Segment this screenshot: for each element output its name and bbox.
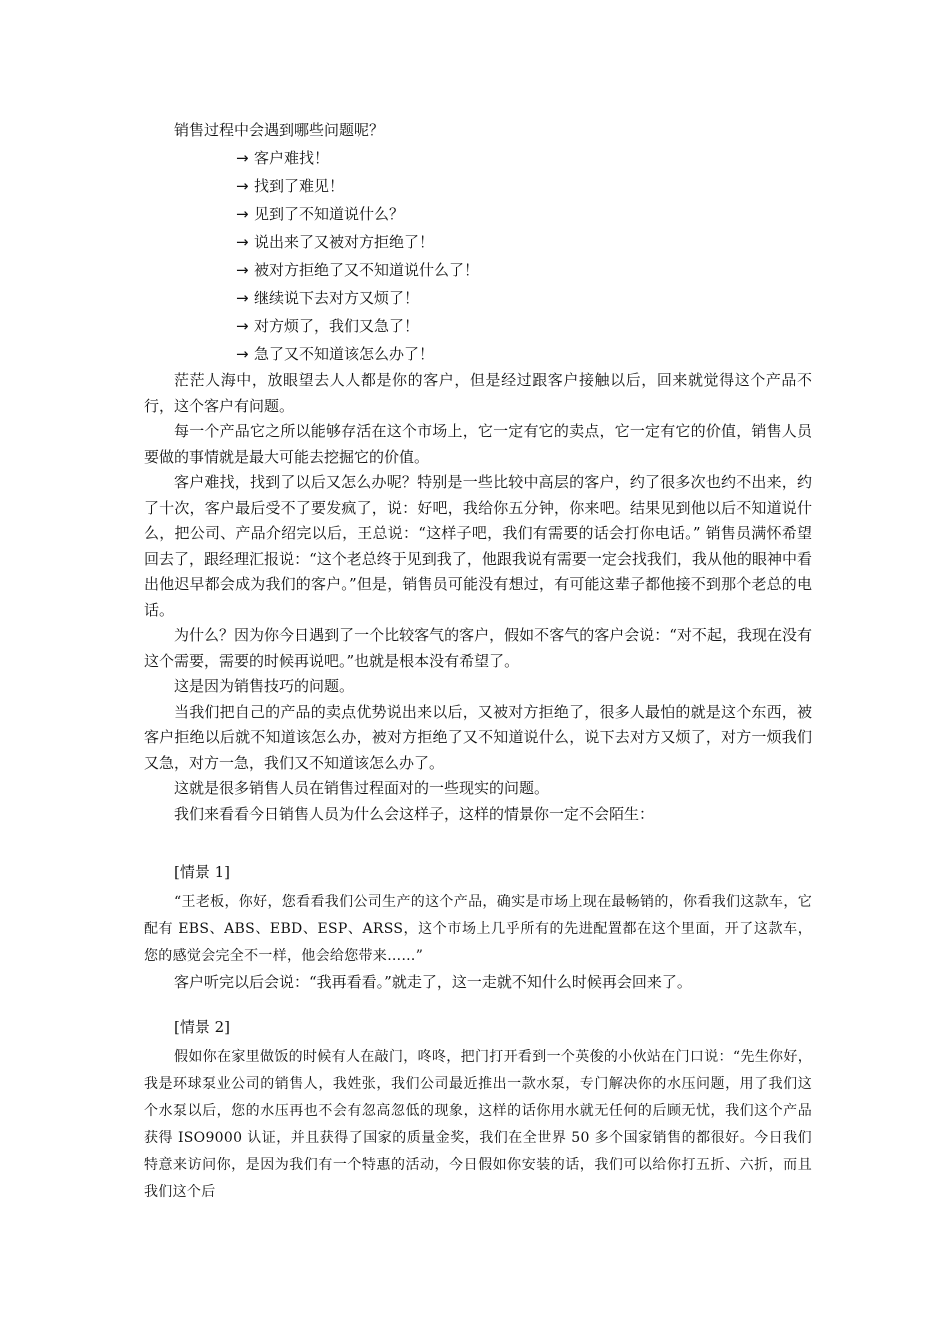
arrow-right-icon: → <box>236 233 249 251</box>
issue-text: 被对方拒绝了又不知道说什么了！ <box>254 261 480 279</box>
scene-2-quote: 假如你在家里做饭的时候有人在敲门，咚咚，把门打开看到一个英俊的小伙站在门口说：“先生你好，我是环球泵业公司的销售人，我姓张，我们公司最近推出一款水泵，专门解决你的水压问题，用了我们这个水泵以后，您的水压再也不会有忽高忽低的现象，这样的话你用水就无任何的后顾无忧，我们这个产品获得 ISO9000 认证，并且获得了国家的质量金奖，我们在全世界 50 多个国家销售的都很好。今日我们特意来访问你，是因为我们有一个特惠的活动，今日假如你安装的话，我们可以给你打五折、六折，而且我们这个后 <box>144 1048 812 1200</box>
body-paragraph: 为什么？因为你今日遇到了一个比较客气的客户，假如不客气的客户会说：“对不起，我现在没有这个需要，需要的时候再说吧。”也就是根本没有希望了。 <box>144 626 812 670</box>
issue-text: 客户难找！ <box>254 149 330 167</box>
issue-item <box>236 200 812 228</box>
scene-1-quote: “王老板，你好，您看看我们公司生产的这个产品，确实是市场上现在最畅销的，你看我们这款车，它配有 EBS、ABS、EBD、ESP、ARSS，这个市场上几乎所有的先进配置都在这个里面，开了这款车，您的感觉会完全不一样，他会给您带来……” <box>144 894 812 964</box>
issue-item <box>236 228 812 256</box>
issue-item <box>236 312 812 340</box>
scene-2-title: [情景 2] <box>174 1017 231 1036</box>
issue-text: 对方烦了，我们又急了！ <box>254 317 420 335</box>
arrow-right-icon: → <box>236 289 249 307</box>
spacer <box>144 996 812 1015</box>
issue-text: 找到了难见！ <box>254 177 345 195</box>
document-page <box>144 116 812 1206</box>
arrow-right-icon: → <box>236 317 249 335</box>
body-paragraph: 这就是很多销售人员在销售过程面对的一些现实的问题。 <box>174 779 550 797</box>
issue-list <box>144 144 812 368</box>
body-paragraph: 我们来看看今日销售人员为什么会这样子，这样的情景你一定不会陌生： <box>174 804 655 823</box>
body-paragraph: 茫茫人海中，放眼望去人人都是你的客户，但是经过跟客户接触以后，回来就觉得这个产品不行，这个客户有问题。 <box>144 371 812 415</box>
spacer <box>144 827 812 860</box>
scene-1-followup: 客户听完以后会说：“我再看看。”就走了，这一走就不知什么时候再会回来了。 <box>174 973 692 991</box>
issue-item <box>236 172 812 200</box>
arrow-right-icon: → <box>236 205 249 223</box>
intro-question: 销售过程中会遇到哪些问题呢？ <box>174 121 385 139</box>
issue-text: 说出来了又被对方拒绝了！ <box>254 233 435 251</box>
body-paragraph: 这是因为销售技巧的问题。 <box>174 677 355 695</box>
body-paragraph: 当我们把自己的产品的卖点优势说出来以后，又被对方拒绝了，很多人最怕的就是这个东西，被客户拒绝以后就不知道该怎么办，被对方拒绝了又不知道说什么，说下去对方又烦了，对方一烦我们又急，对方一急，我们又不知道该怎么办了。 <box>144 702 812 772</box>
arrow-right-icon: → <box>236 177 249 195</box>
issue-item <box>236 340 812 368</box>
issue-item <box>236 144 812 172</box>
issue-text: 见到了不知道说什么？ <box>254 205 405 223</box>
issue-item <box>236 256 812 284</box>
body-paragraph: 每一个产品它之所以能够存活在这个市场上，它一定有它的卖点，它一定有它的价值，销售人员要做的事情就是最大可能去挖掘它的价值。 <box>144 422 812 466</box>
issue-text: 急了又不知道该怎么办了！ <box>254 345 435 363</box>
arrow-right-icon: → <box>236 261 249 279</box>
issue-item <box>236 284 812 312</box>
scene-1-title: [情景 1] <box>174 863 231 881</box>
arrow-right-icon: → <box>236 345 249 363</box>
issue-text: 继续说下去对方又烦了！ <box>254 289 420 307</box>
body-paragraph: 客户难找，找到了以后又怎么办呢？特别是一些比较中高层的客户，约了很多次也约不出来，约了十次，客户最后受不了要发疯了，说：好吧，我给你五分钟，你来吧。结果见到他以后不知道说什么，把公司、产品介绍完以后，王总说：“这样子吧，我们有需要的话会打你电话。” 销售员满怀希望回去了，跟经理汇报说：“这个老总终于见到我了，他跟我说有需要一定会找我们，我从他的眼神中看出他迟早都会成为我们的客户。”但是，销售员可能没有想过，有可能这辈子都他接不到那个老总的电话。 <box>144 473 812 619</box>
arrow-right-icon: → <box>236 149 249 167</box>
